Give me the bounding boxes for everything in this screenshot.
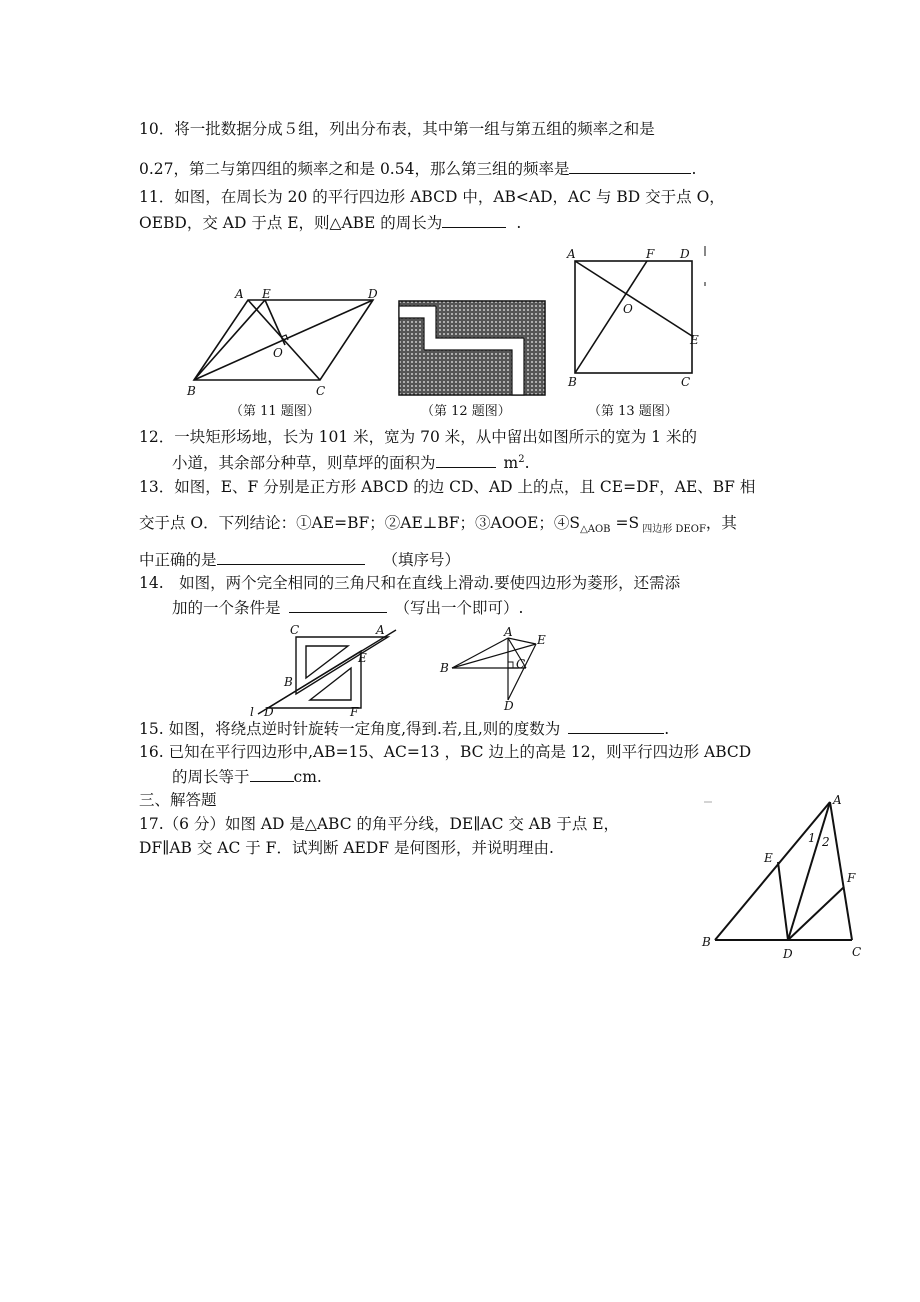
fig13-label-e: E bbox=[690, 333, 699, 347]
q12-line2-text: 小道，其余部分种草，则草坪的面积为 bbox=[172, 454, 436, 473]
q10-line1: 10．将一批数据分成５组，列出分布表，其中第一组与第五组的频率之和是 bbox=[139, 120, 655, 138]
q11-line1: 11．如图，在周长为 20 的平行四边形 ABCD 中，AB<AD，AC 与 BD 交于点 O， bbox=[139, 188, 725, 206]
q13-line2-b: =S bbox=[610, 514, 640, 532]
q16-line1: 16. 已知在平行四边形中,AB=15、AC=13 ，BC 边上的高是 12，则平行四边形 ABCD bbox=[139, 743, 752, 761]
fig11-label-a: A bbox=[235, 287, 244, 301]
fig14a-label-d: D bbox=[264, 705, 274, 719]
fig11-label-b: B bbox=[187, 384, 196, 398]
q11-end: . bbox=[516, 214, 522, 232]
figure-12 bbox=[398, 300, 546, 396]
q13-line3-a: 中正确的是 bbox=[139, 551, 217, 569]
fig17-label-e: E bbox=[764, 851, 773, 865]
q17-line2: DF∥AB 交 AC 于 F．试判断 AEDF 是何图形，并说明理由. bbox=[139, 839, 554, 857]
fig14a-label-l: l bbox=[250, 705, 254, 719]
fig14b-label-d: D bbox=[504, 699, 514, 713]
figure-14b bbox=[438, 625, 550, 713]
q14-line2 bbox=[172, 597, 523, 618]
fig14b-label-c: C bbox=[516, 657, 526, 671]
q13-line2-c: ，其 bbox=[705, 514, 737, 532]
fig11-label-c: C bbox=[316, 384, 326, 398]
q13-line2-sub2: 四边形 DEOF bbox=[639, 524, 706, 536]
fig14a-label-c: C bbox=[290, 623, 300, 637]
q16-answer-blank[interactable] bbox=[250, 766, 294, 782]
fig14a-label-f: F bbox=[350, 705, 359, 719]
figure-17 bbox=[700, 792, 870, 967]
q14-answer-blank[interactable] bbox=[289, 597, 387, 613]
fig13-label-d: D bbox=[680, 247, 690, 261]
q16-line2-a: 的周长等于 bbox=[172, 768, 250, 786]
fig14b-label-b: B bbox=[440, 661, 449, 675]
fig11-label-o: O bbox=[273, 346, 283, 360]
q16-line2 bbox=[172, 766, 322, 787]
q13-line3-b: （填序号） bbox=[382, 551, 461, 569]
q13-line3 bbox=[139, 549, 460, 570]
q17-line1: 17.（6 分）如图 AD 是△ABC 的角平分线，DE∥AC 交 AB 于点 E， bbox=[139, 815, 620, 833]
q13-line2-a: 交于点 O．下列结论：①AE=BF；②AE⊥BF；③AOOE；④S bbox=[139, 514, 581, 532]
section-3-heading: 三、解答题 bbox=[139, 791, 217, 809]
q15-answer-blank[interactable] bbox=[568, 718, 664, 734]
fig17-label-c: C bbox=[852, 945, 862, 959]
fig12-caption: （第 12 题图） bbox=[421, 404, 511, 419]
q10-line2 bbox=[139, 158, 696, 179]
q12-unit-exponent: 2 bbox=[518, 454, 525, 465]
fig14b-label-a: A bbox=[504, 625, 513, 639]
q12-answer-blank[interactable] bbox=[436, 452, 496, 468]
q11-line2-text: OEBD，交 AD 于点 E，则△ABE 的周长为 bbox=[139, 214, 443, 232]
fig17-label-b: B bbox=[702, 935, 711, 949]
figure-14a bbox=[248, 622, 400, 718]
q13-line2-sub1: △AOB bbox=[580, 524, 611, 536]
q11-answer-blank[interactable] bbox=[442, 212, 506, 228]
q12-line1: 12．一块矩形场地，长为 101 米，宽为 70 米，从中留出如图所示的宽为 1 米的 bbox=[139, 428, 697, 446]
q15-text: 15. 如图，将绕点逆时针旋转一定角度,得到.若,且,则的度数为 bbox=[139, 720, 561, 738]
fig11-label-d: D bbox=[368, 287, 378, 301]
q15-line1 bbox=[139, 718, 669, 739]
fig17-label-a: A bbox=[833, 793, 842, 807]
q12-line2 bbox=[172, 450, 530, 473]
fig14b-label-e: E bbox=[537, 633, 546, 647]
q12-end: . bbox=[524, 454, 530, 473]
q10-end: . bbox=[691, 160, 697, 178]
q13-answer-blank[interactable] bbox=[217, 549, 365, 565]
fig17-label-2: 2 bbox=[822, 835, 830, 849]
q16-line2-b: cm. bbox=[293, 768, 322, 786]
q12-unit: m bbox=[503, 454, 519, 473]
fig11-caption: （第 11 题图） bbox=[230, 404, 320, 419]
q15-end: . bbox=[664, 720, 670, 738]
q14-line2-a: 加的一个条件是 bbox=[172, 599, 281, 617]
q13-line2 bbox=[139, 513, 737, 540]
figure-11 bbox=[185, 285, 378, 400]
fig13-label-b: B bbox=[568, 375, 577, 389]
fig13-label-o: O bbox=[623, 302, 633, 316]
fig11-label-e: E bbox=[262, 287, 271, 301]
figure-13 bbox=[565, 246, 710, 391]
q13-line1: 13．如图，E、F 分别是正方形 ABCD 的边 CD、AD 上的点，且 CE=DF，AE、BF 相 bbox=[139, 478, 756, 496]
fig13-caption: （第 13 题图） bbox=[588, 404, 678, 419]
q14-line1: 14. 如图，两个完全相同的三角尺和在直线上滑动.要使四边形为菱形，还需添 bbox=[139, 574, 681, 592]
q11-line2 bbox=[139, 212, 521, 233]
fig14a-label-b: B bbox=[284, 675, 293, 689]
fig17-label-1: 1 bbox=[808, 831, 816, 845]
fig13-label-f: F bbox=[646, 247, 655, 261]
fig13-label-c: C bbox=[681, 375, 691, 389]
fig14a-label-a: A bbox=[376, 623, 385, 637]
fig17-label-d: D bbox=[783, 947, 793, 961]
fig13-label-a: A bbox=[567, 247, 576, 261]
q10-answer-blank[interactable] bbox=[569, 158, 691, 174]
q14-line2-b: （写出一个即可）. bbox=[394, 599, 524, 617]
fig14a-label-e: E bbox=[358, 651, 367, 665]
fig17-label-f: F bbox=[847, 871, 856, 885]
q10-line2-text: 0.27，第二与第四组的频率之和是 0.54，那么第三组的频率是 bbox=[139, 160, 570, 178]
